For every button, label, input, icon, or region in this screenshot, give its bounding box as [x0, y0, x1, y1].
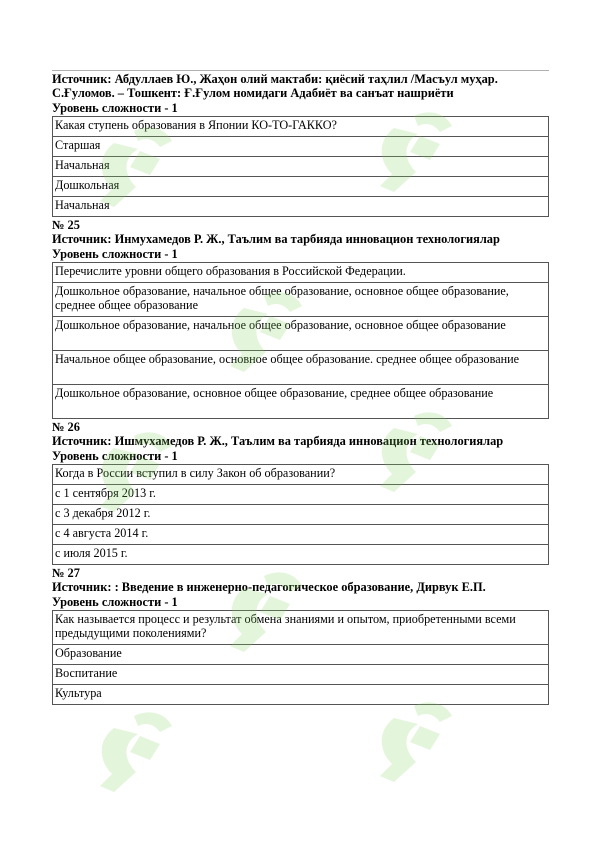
answer-option: с июля 2015 г.: [53, 545, 549, 565]
question-number: № 27: [52, 566, 80, 580]
answer-option: Дошкольная: [53, 177, 549, 197]
source-line: Источник: : Введение в инженерно-педагогическое образование, Дирвук Е.П.: [52, 580, 486, 594]
answer-option: Культура: [53, 685, 549, 705]
answer-option: Дошкольное образование, начальное общее образование, основное общее образование: [53, 317, 549, 351]
question-table: [52, 116, 549, 217]
question-table: [52, 464, 549, 565]
answer-option: с 4 августа 2014 г.: [53, 525, 549, 545]
question-text: Когда в России вступил в силу Закон об образовании?: [53, 465, 549, 485]
difficulty-level: Уровень сложности - 1: [52, 449, 178, 463]
question-number: № 25: [52, 218, 80, 232]
answer-option: Начальная: [53, 157, 549, 177]
document-body: [52, 72, 549, 705]
source-line: Источник: Инмухамедов Р. Ж., Таълим ва тарбияда инновацион технологиялар: [52, 232, 500, 246]
answer-option: Образование: [53, 645, 549, 665]
question-text: Как называется процесс и результат обмена знаниями и опытом, приобретенными всеми предыдущими поколениями?: [53, 611, 549, 645]
difficulty-level: Уровень сложности - 1: [52, 247, 178, 261]
question-table: [52, 262, 549, 419]
answer-option: с 1 сентября 2013 г.: [53, 485, 549, 505]
source-line: Источник: Абдуллаев Ю., Жаҳон олий мактаби: қиёсий таҳлил /Масъул муҳар. С.Ғуломов. – Тошкент: Ғ.Ғулом номидаги Адабиёт ва санъат нашриёти: [52, 72, 498, 100]
difficulty-level: Уровень сложности - 1: [52, 101, 178, 115]
answer-option: Старшая: [53, 137, 549, 157]
question-number: № 26: [52, 420, 80, 434]
answer-option: Дошкольное образование, начальное общее образование, основное общее образование, среднее общее образование: [53, 283, 549, 317]
answer-option: Дошкольное образование, основное общее образование, среднее общее образование: [53, 385, 549, 419]
top-rule: [52, 70, 549, 71]
question-table: [52, 610, 549, 705]
question-text: Какая ступень образования в Японии КО-ТО-ГАККО?: [53, 117, 549, 137]
answer-option: Воспитание: [53, 665, 549, 685]
answer-option: с 3 декабря 2012 г.: [53, 505, 549, 525]
question-text: Перечислите уровни общего образования в Российской Федерации.: [53, 263, 549, 283]
question-block-27: [52, 566, 549, 705]
question-block-26: [52, 420, 549, 565]
source-line: Источник: Ишмухамедов Р. Ж., Таълим ва тарбияда инновацион технологиялар: [52, 434, 504, 448]
answer-option: Начальная: [53, 197, 549, 217]
question-block-0: [52, 72, 549, 217]
question-block-25: [52, 218, 549, 419]
difficulty-level: Уровень сложности - 1: [52, 595, 178, 609]
answer-option: Начальное общее образование, основное общее образование. среднее общее образование: [53, 351, 549, 385]
